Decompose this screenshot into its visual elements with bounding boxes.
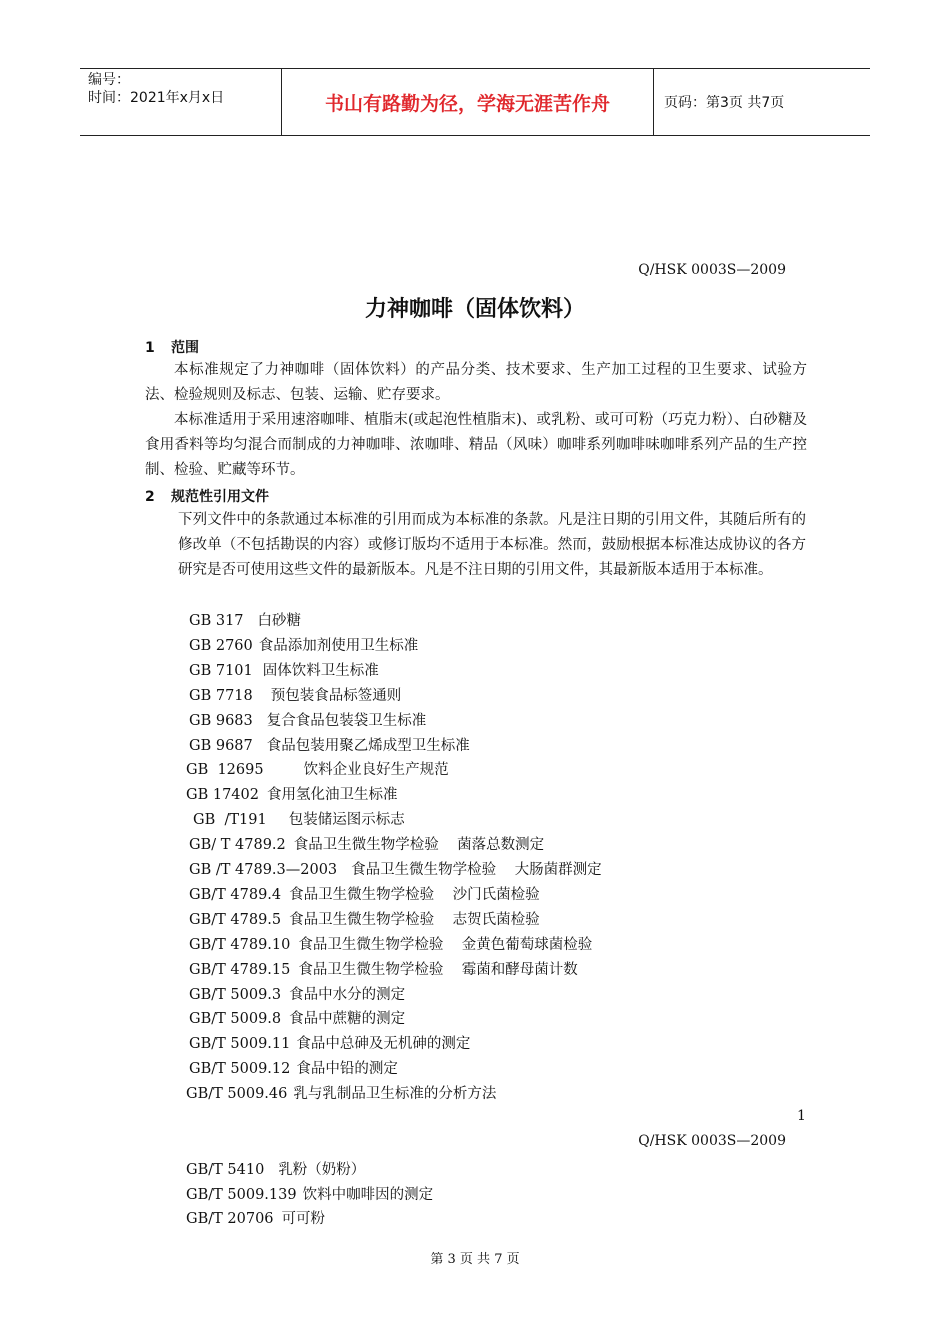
reference-item	[189, 609, 301, 630]
reference-item	[189, 734, 470, 755]
section-heading-scope	[145, 337, 199, 357]
reference-name: 乳粉（奶粉）	[278, 1162, 366, 1178]
reference-item	[186, 1082, 496, 1103]
reference-name: 食品卫生微生物学检验 菌落总数测定	[293, 837, 545, 854]
reference-item	[186, 1207, 325, 1228]
reference-name: 固体饮料卫生标准	[262, 662, 379, 679]
reference-item	[189, 684, 401, 705]
serial-label: 编号：	[88, 72, 130, 88]
reference-code: GB 7718	[189, 687, 253, 704]
section-number: 2	[145, 489, 155, 505]
reference-name: 食品中水分的测定	[289, 986, 406, 1003]
reference-item	[189, 1057, 398, 1078]
reference-code: GB/T 5410	[186, 1162, 265, 1178]
reference-name: 食用氢化油卫生标准	[266, 787, 398, 804]
reference-item	[189, 659, 379, 680]
reference-code: GB/T 5009.11	[189, 1036, 291, 1053]
reference-item	[189, 858, 602, 879]
reference-name: 食品卫生微生物学检验 霉菌和酵母菌计数	[298, 961, 578, 978]
reference-item	[189, 833, 544, 854]
reference-code: GB/T 5009.12	[189, 1061, 291, 1078]
reference-item	[189, 709, 426, 730]
standard-code: Q/HSK 0003S—2009	[638, 262, 786, 278]
reference-item	[186, 783, 397, 804]
reference-item	[189, 1032, 470, 1053]
reference-code: GB/T 5009.8	[189, 1011, 282, 1028]
scope-paragraph-1: 本标准规定了力神咖啡（固体饮料）的产品分类、技术要求、生产加工过程的卫生要求、试验方法、检验规则及标志、包装、运输、贮存要求。	[145, 362, 807, 403]
reference-code: GB 12695	[186, 762, 264, 779]
reference-code: GB/ T 4789.2	[189, 837, 286, 854]
reference-code: GB 9687	[189, 737, 253, 754]
date-label: 时间：2021年x月x日	[88, 90, 225, 106]
reference-code: GB/T 4789.5	[189, 911, 282, 928]
reference-name: 食品包装用聚乙烯成型卫生标准	[266, 737, 470, 754]
reference-item	[186, 1183, 433, 1204]
reference-name: 食品添加剂使用卫生标准	[258, 637, 419, 654]
reference-item	[189, 958, 578, 979]
header-meta	[80, 69, 282, 135]
header-motto: 书山有路勤为径，学海无涯苦作舟	[282, 69, 654, 135]
reference-item	[189, 933, 592, 954]
reference-name: 食品卫生微生物学检验 志贺氏菌检验	[289, 911, 540, 928]
reference-name: 食品卫生微生物学检验 沙门氏菌检验	[289, 886, 540, 903]
reference-code: GB/T 5009.3	[189, 986, 282, 1003]
reference-item	[186, 1158, 365, 1179]
reference-code: GB 2760	[189, 637, 253, 654]
standard-code-repeat: Q/HSK 0003S—2009	[638, 1133, 786, 1149]
reference-name: 复合食品包装袋卫生标准	[266, 712, 427, 729]
reference-code: GB/T 4789.10	[189, 936, 291, 953]
reference-name: 饮料企业良好生产规范	[303, 762, 449, 779]
section-title: 规范性引用文件	[171, 489, 269, 505]
reference-code: GB/T 5009.46	[186, 1086, 288, 1103]
reference-code: GB/T 5009.139	[186, 1186, 297, 1203]
document-header	[80, 68, 870, 136]
reference-code: GB 17402	[186, 787, 259, 804]
reference-name: 可可粉	[281, 1211, 326, 1227]
reference-name: 食品卫生微生物学检验 大肠菌群测定	[351, 862, 602, 878]
reference-name: 食品中总砷及无机砷的测定	[296, 1036, 471, 1053]
reference-name: 食品中蔗糖的测定	[289, 1011, 406, 1028]
reference-code: GB/T 20706	[186, 1211, 274, 1227]
reference-name: 预包装食品标签通则	[270, 687, 402, 704]
reference-item	[186, 758, 449, 779]
references-intro: 下列文件中的条款通过本标准的引用而成为本标准的条款。凡是注日期的引用文件，其随后所有的修改单（不包括勘误的内容）或修订版均不适用于本标准。然而，鼓励根据本标准达成协议的各方研究是否可使用这些文件的最新版本。凡是不注日期的引用文件，其最新版本适用于本标准。	[178, 512, 806, 578]
reference-code: GB/T 4789.15	[189, 961, 291, 978]
reference-code: GB 317	[189, 613, 244, 629]
page-number: 1	[797, 1108, 806, 1124]
reference-name: 白砂糖	[257, 613, 302, 629]
reference-item	[189, 634, 418, 655]
reference-name: 饮料中咖啡因的测定	[302, 1186, 434, 1203]
scope-paragraph-2: 本标准适用于采用速溶咖啡、植脂末(或起泡性植脂末)、或乳粉、或可可粉（巧克力粉）、白砂糖及食用香料等均匀混合而制成的力神咖啡、浓咖啡、精品（风味）咖啡系列咖啡味咖啡系列产品的生产控制、检验、贮藏等环节。	[145, 412, 807, 478]
section-heading-references	[145, 486, 269, 506]
reference-name: 乳与乳制品卫生标准的分析方法	[293, 1086, 497, 1103]
reference-code: GB/T 4789.4	[189, 886, 282, 903]
section-number: 1	[145, 340, 155, 356]
page-title: 力神咖啡（固体饮料）	[364, 297, 585, 322]
reference-item	[189, 883, 540, 904]
reference-code: GB /T 4789.3—2003	[189, 862, 338, 878]
reference-code: GB 7101	[189, 662, 253, 679]
reference-code: GB /T191	[193, 812, 267, 829]
header-page-label: 页码：第3页 共7页	[664, 95, 785, 111]
reference-name: 包装储运图示标志	[288, 812, 405, 829]
reference-name: 食品中铅的测定	[296, 1061, 398, 1078]
page-footer: 第 3 页 共 7 页	[430, 1252, 520, 1267]
reference-item	[189, 983, 405, 1004]
section-title: 范围	[171, 340, 199, 356]
reference-code: GB 9683	[189, 712, 253, 729]
reference-item	[189, 908, 540, 929]
reference-item	[189, 1007, 405, 1028]
reference-item	[193, 808, 405, 829]
reference-name: 食品卫生微生物学检验 金黄色葡萄球菌检验	[298, 936, 593, 953]
